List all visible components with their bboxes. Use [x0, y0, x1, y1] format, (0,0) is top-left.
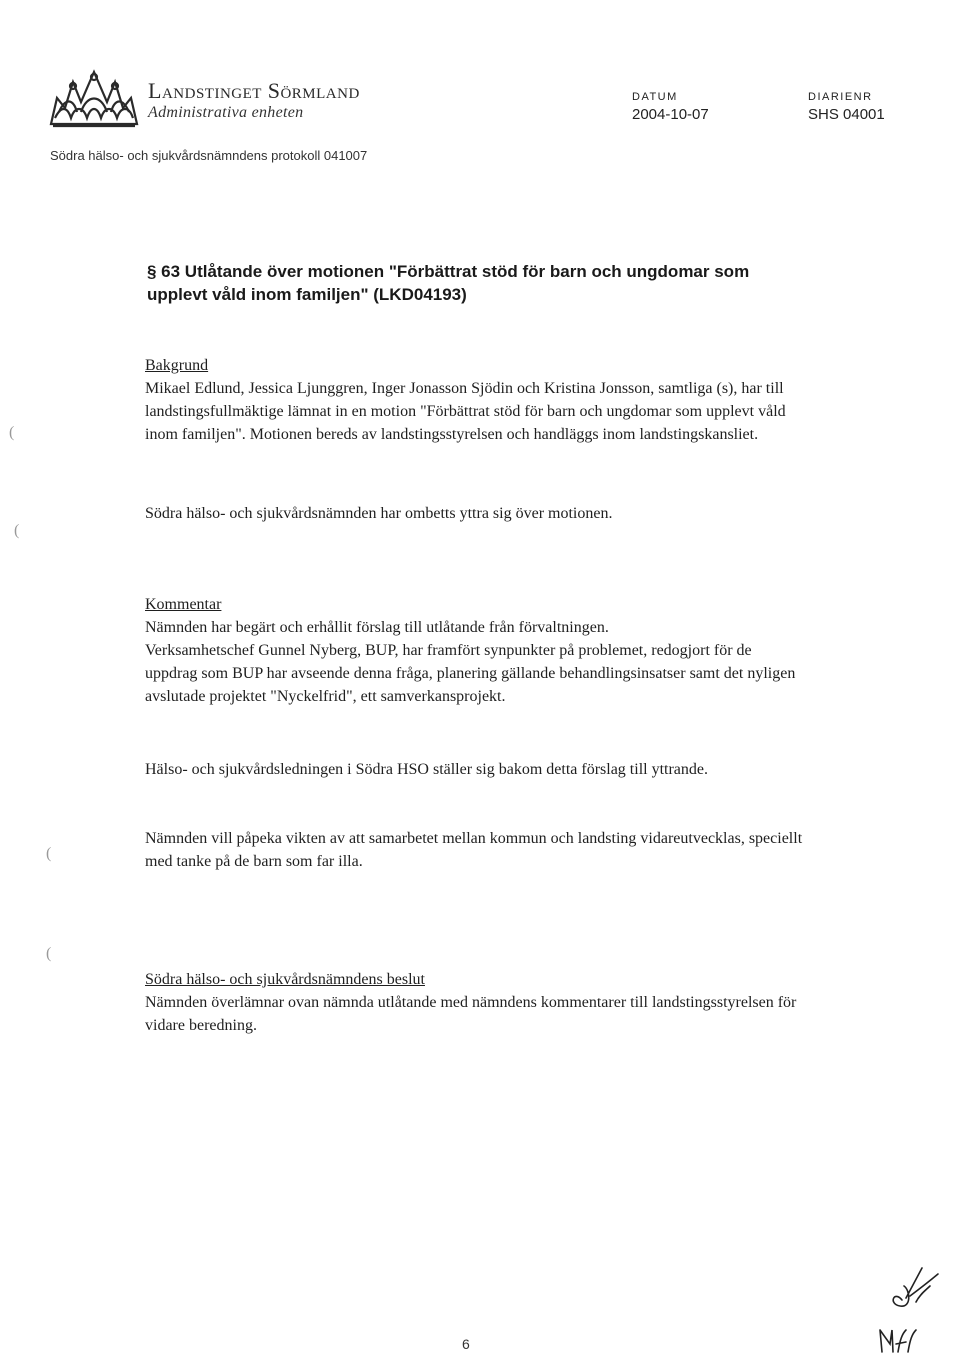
decision-text: Nämnden överlämnar ovan nämnda utlåtande med nämndens kommentarer till landstingsstyrelsen för vidare beredning. — [145, 994, 797, 1034]
cooperation-paragraph: Nämnden vill påpeka vikten av att samarbetet mellan kommun och landsting vidareutvecklas, speciellt med tanke på de barn som far illa. — [145, 830, 803, 870]
org-name-second-initial: S — [267, 78, 281, 103]
org-name-first-initial: L — [148, 78, 162, 103]
crown-logo-icon — [47, 68, 141, 130]
margin-mark: ( — [46, 845, 52, 862]
management-paragraph: Hälso- och sjukvårdsledningen i Södra HSO ställer sig bakom detta förslag till yttrande. — [145, 761, 708, 778]
diary-number-value: SHS 04001 — [808, 106, 885, 123]
diary-number-label: DIARIENR — [808, 91, 873, 103]
background-title: Bakgrund — [145, 357, 209, 374]
request-paragraph: Södra hälso- och sjukvårdsnämnden har ombetts yttra sig över motionen. — [145, 505, 613, 522]
margin-mark: ( — [46, 945, 52, 962]
comment-section — [145, 593, 805, 708]
org-name-second-rest: ÖRMLAND — [280, 86, 360, 102]
decision-section — [145, 968, 805, 1037]
comment-text-1: Nämnden har begärt och erhållit förslag till utlåtande från förvaltningen. — [145, 619, 609, 636]
margin-mark: ( — [14, 522, 20, 539]
comment-title: Kommentar — [145, 596, 222, 613]
date-value: 2004-10-07 — [632, 106, 709, 123]
decision-title: Södra hälso- och sjukvårdsnämndens beslut — [145, 971, 425, 988]
margin-mark: ( — [9, 424, 15, 441]
unit-name: Administrativa enheten — [148, 104, 304, 121]
page-number: 6 — [462, 1336, 470, 1352]
handwritten-initials — [860, 1260, 950, 1355]
comment-text-2: Verksamhetschef Gunnel Nyberg, BUP, har framfört synpunkter på problemet, redogjort för de uppdrag som BUP har avseende denna fråga, planering gällande behandlingsinsatser samt det nyligen avslutade projektet "Nyckelfrid", ett samverkansprojekt. — [145, 642, 796, 705]
protocol-reference: Södra hälso- och sjukvårdsnämndens protokoll 041007 — [50, 148, 368, 163]
org-name-first-rest: ANDSTINGET — [161, 86, 262, 102]
date-label: DATUM — [632, 91, 678, 103]
section-heading: § 63 Utlåtande över motionen "Förbättrat stöd för barn och ungdomar som upplevt våld inom familjen" (LKD04193) — [147, 262, 750, 304]
organization-name — [148, 78, 360, 104]
background-section — [145, 354, 805, 446]
background-text: Mikael Edlund, Jessica Ljunggren, Inger Jonasson Sjödin och Kristina Jonsson, samtliga (s), har till landstingsfullmäktige lämnat in en motion "Förbättrat stöd för barn och ungdomar som upplevt våld inom familjen". Motionen bereds av landstingsstyrelsen och handläggs inom landstingskansliet. — [145, 380, 786, 443]
